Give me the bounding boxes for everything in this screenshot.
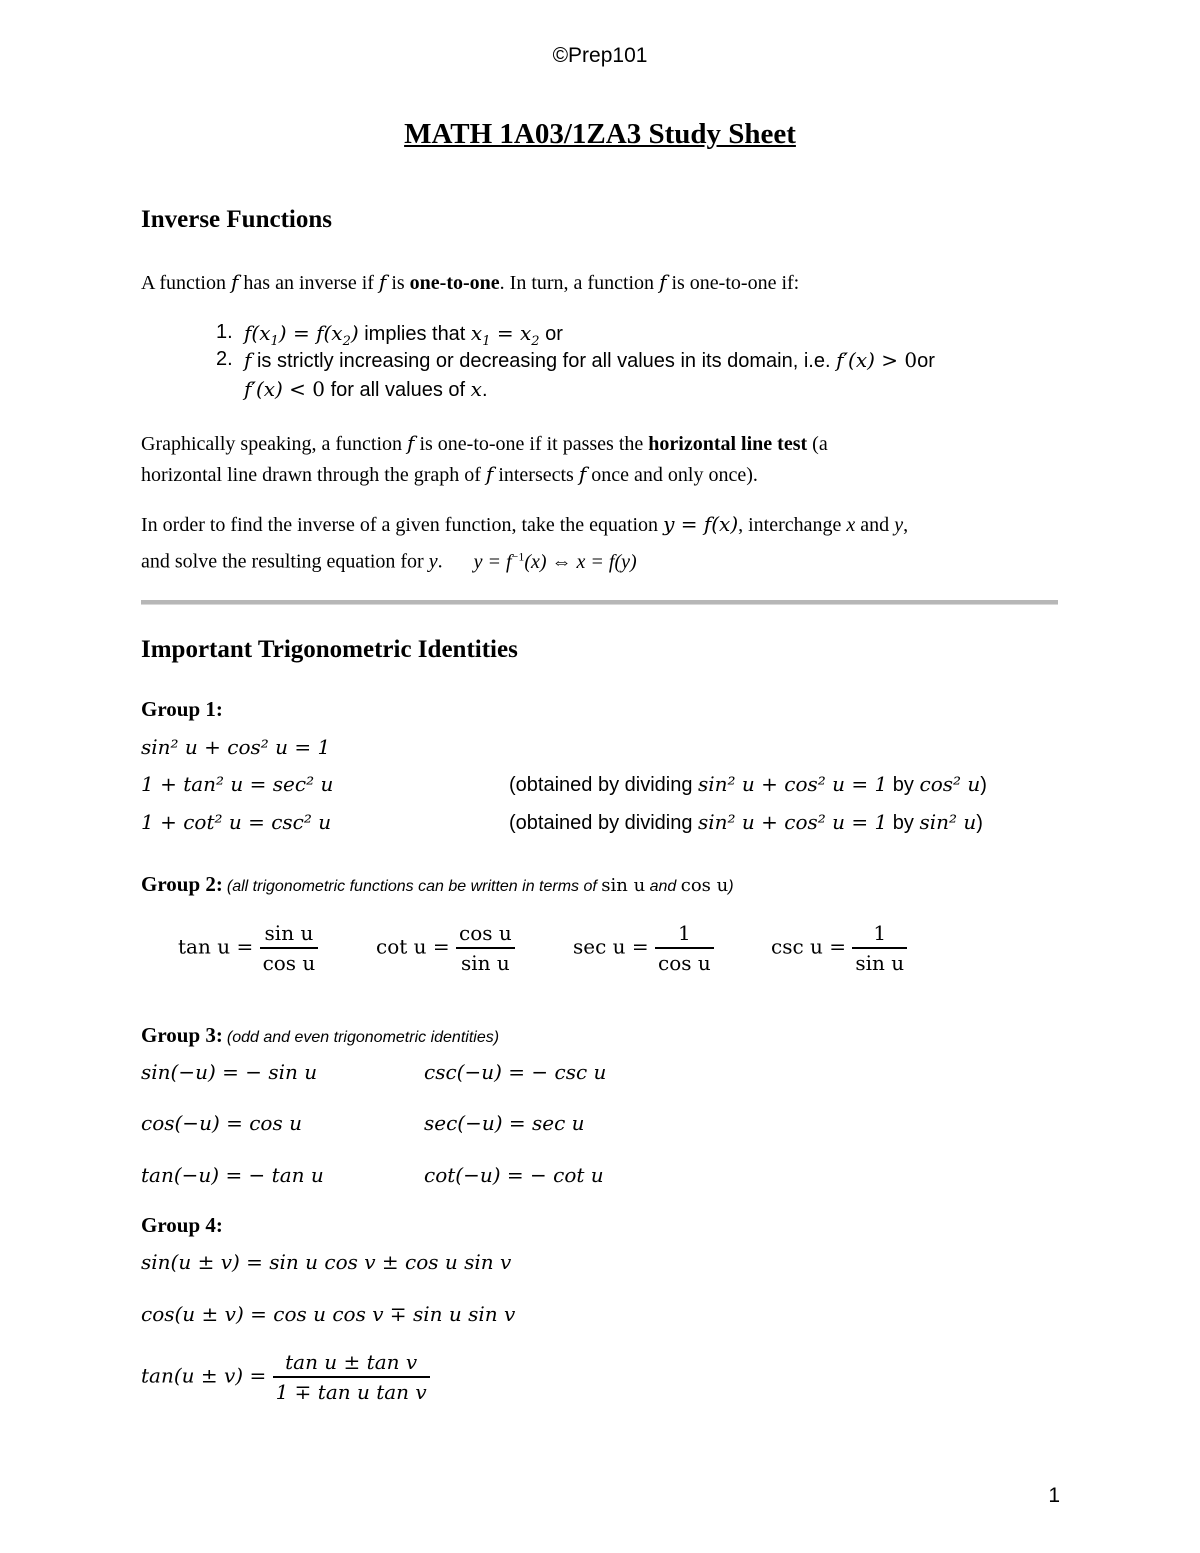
find-paragraph-line1	[141, 512, 908, 537]
math: f	[316, 321, 324, 345]
text: , interchange	[738, 514, 847, 536]
text: In order to find the inverse of a given function, take the equation	[141, 514, 664, 536]
math: f	[578, 462, 587, 486]
identity-pythagorean: sin² u + cos² u = 1	[141, 735, 331, 759]
group2-note	[226, 875, 734, 896]
math: y	[428, 550, 438, 573]
math: sin u	[601, 875, 646, 896]
sec-reciprocal	[573, 921, 714, 975]
sum-tan	[141, 1350, 430, 1404]
text: or	[917, 350, 935, 372]
text: Graphically speaking, a function	[141, 433, 408, 455]
list-item-2-cont	[244, 377, 488, 402]
text: . In turn, a function	[499, 272, 660, 294]
math: (x	[323, 321, 343, 345]
math: f	[407, 431, 415, 455]
numerator: 1	[852, 921, 907, 949]
math: x	[470, 321, 483, 345]
text: implies that	[358, 323, 471, 345]
math: f′(x)	[244, 377, 283, 401]
lhs: tan(u ± v) =	[141, 1363, 267, 1388]
text: )	[980, 774, 987, 796]
denominator: cos u	[658, 951, 711, 975]
math: > 0	[874, 348, 918, 372]
math: cos u	[680, 875, 729, 896]
text: and	[855, 514, 895, 536]
subscript: 1	[270, 334, 279, 349]
text: once and only once).	[586, 464, 758, 486]
sum-sin: sin(u ± v) = sin u cos v ± cos u sin v	[141, 1250, 512, 1274]
numerator: 1	[655, 921, 714, 949]
group2-label-row	[141, 872, 734, 897]
group3-label: Group 3:	[141, 1023, 223, 1047]
math: f	[378, 270, 387, 294]
text: .	[437, 550, 443, 573]
math: f	[244, 321, 252, 345]
math: < 0	[282, 377, 326, 401]
text: (obtained by dividing	[509, 812, 699, 834]
numerator: tan u ± tan v	[273, 1350, 430, 1378]
math: f	[485, 462, 494, 486]
bold-term: one-to-one	[409, 272, 500, 294]
subscript: 2	[531, 334, 540, 349]
text: intersects	[493, 464, 579, 486]
text: is one-to-one if it passes the	[414, 433, 649, 455]
math: f	[244, 348, 252, 372]
math: ) =	[278, 321, 317, 345]
text: is one-to-one if:	[666, 272, 800, 294]
identity-cot-csc: 1 + cot² u = csc² u	[141, 810, 332, 834]
math: cos² u	[919, 772, 981, 796]
section-heading-trig: Important Trigonometric Identities	[141, 636, 518, 663]
math: sin² u + cos² u = 1	[698, 810, 888, 834]
sum-cos: cos(u ± v) = cos u cos v ∓ sin u sin v	[141, 1302, 516, 1326]
text: (obtained by dividing	[509, 774, 699, 796]
group2-label: Group 2:	[141, 872, 223, 896]
text: has an inverse if	[238, 272, 379, 294]
page-number: 1	[1048, 1484, 1060, 1507]
group3-label-row	[141, 1023, 499, 1048]
math: sin² u	[919, 810, 977, 834]
page-title: MATH 1A03/1ZA3 Study Sheet	[404, 118, 796, 150]
lhs: sec u =	[573, 934, 649, 959]
list-item-2	[216, 348, 935, 373]
denominator: sin u	[460, 951, 510, 975]
even-sec: sec(−u) = sec u	[424, 1111, 585, 1135]
math: )	[350, 321, 359, 345]
text: (a	[807, 433, 828, 455]
text: and	[645, 878, 681, 895]
math: y	[894, 514, 904, 536]
group1-label: Group 1:	[141, 697, 223, 721]
subscript: 1	[482, 334, 491, 349]
math: x	[846, 514, 856, 536]
text: by	[887, 774, 920, 796]
text: .	[481, 379, 488, 401]
odd-csc: csc(−u) = − csc u	[424, 1060, 607, 1084]
lhs: tan u =	[178, 934, 254, 959]
lhs: cot u =	[376, 934, 450, 959]
math: sin² u + cos² u = 1	[698, 772, 888, 796]
math: (x	[251, 321, 271, 345]
cot-quotient	[376, 921, 515, 975]
identity-cot-csc-note	[509, 810, 983, 835]
denominator: sin u	[855, 951, 905, 975]
text: is strictly increasing or decreasing for all values in its domain, i.e.	[251, 350, 837, 372]
odd-cot: cot(−u) = − cot u	[424, 1163, 604, 1187]
text: )	[976, 812, 983, 834]
tan-quotient	[178, 921, 318, 975]
numerator: cos u	[456, 921, 515, 949]
graph-paragraph-line1	[141, 431, 828, 456]
group3-note: (odd and even trigonometric identities)	[226, 1029, 500, 1046]
identity-tan-sec-note	[509, 772, 987, 797]
inverse-intro	[141, 270, 799, 295]
text: or	[539, 323, 563, 345]
math: y = f	[473, 550, 512, 573]
math: f	[659, 270, 667, 294]
math: f′(x)	[836, 348, 875, 372]
bold-term: horizontal line test	[648, 433, 808, 455]
text: is	[386, 272, 410, 294]
superscript: −1	[511, 549, 525, 563]
graph-paragraph-line2	[141, 462, 758, 487]
text: ,	[903, 514, 909, 536]
text: A function	[141, 272, 231, 294]
text: horizontal line drawn through the graph of	[141, 464, 486, 486]
math: y = f(x)	[663, 512, 739, 536]
odd-sin: sin(−u) = − sin u	[141, 1060, 318, 1084]
math: (x) ⇔ x = f(y)	[524, 550, 637, 573]
text: (all trigonometric functions can be written in terms of	[226, 878, 602, 895]
list-item-1	[216, 321, 563, 349]
odd-tan: tan(−u) = − tan u	[141, 1163, 324, 1187]
section-divider	[141, 600, 1058, 605]
group4-label: Group 4:	[141, 1213, 223, 1237]
text: and solve the resulting equation for	[141, 550, 429, 573]
math: x	[470, 377, 482, 401]
section-heading-inverse: Inverse Functions	[141, 206, 332, 233]
math: = x	[490, 321, 532, 345]
identity-tan-sec: 1 + tan² u = sec² u	[141, 772, 334, 796]
numerator: sin u	[260, 921, 319, 949]
even-cos: cos(−u) = cos u	[141, 1111, 302, 1135]
list-number: 2.	[216, 348, 233, 370]
text: )	[728, 878, 734, 895]
csc-reciprocal	[771, 921, 907, 975]
subscript: 2	[342, 334, 351, 349]
denominator: cos u	[262, 951, 316, 975]
text: by	[887, 812, 920, 834]
lhs: csc u =	[771, 934, 847, 959]
denominator: 1 ∓ tan u tan v	[275, 1380, 427, 1404]
text: for all values of	[325, 379, 471, 401]
inverse-formula	[474, 551, 637, 573]
list-number: 1.	[216, 321, 233, 343]
find-paragraph-line2	[141, 549, 637, 574]
copyright-header: ©Prep101	[552, 44, 648, 67]
math: f	[231, 270, 239, 294]
